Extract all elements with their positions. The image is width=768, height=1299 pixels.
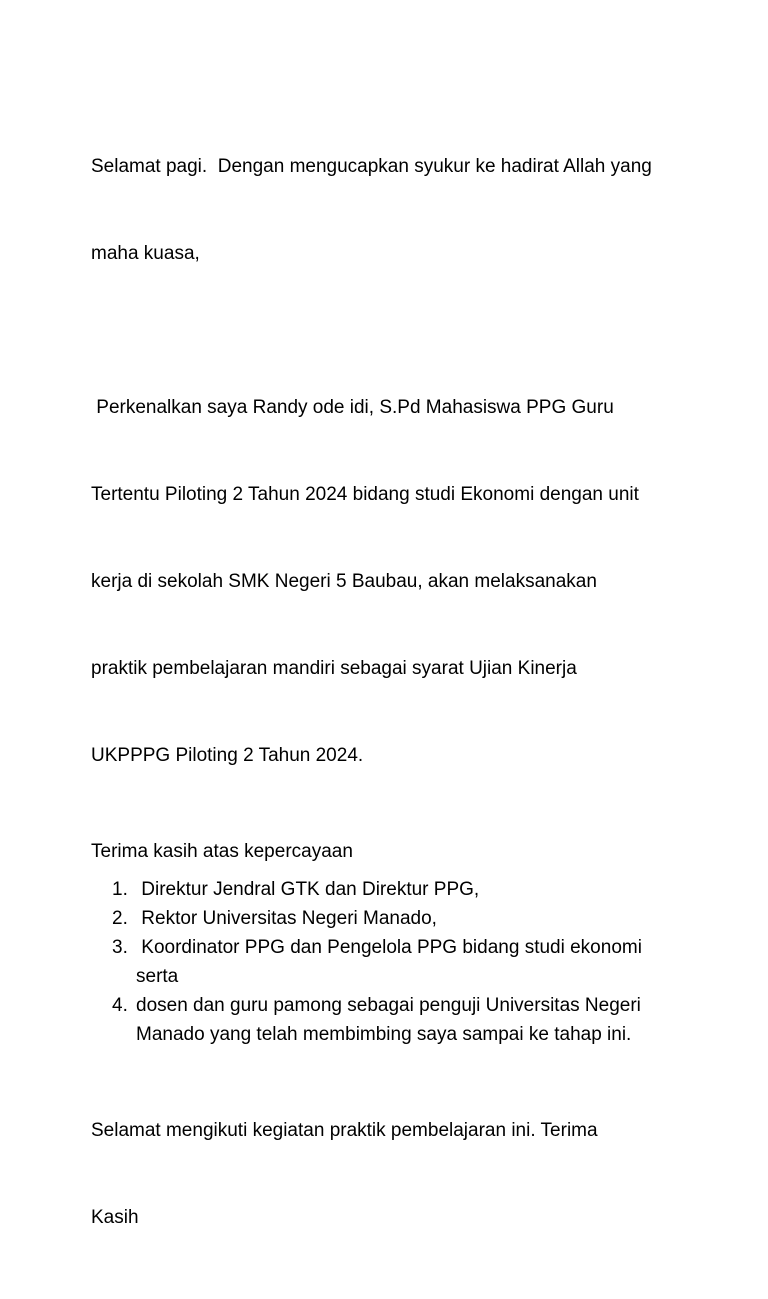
text-line: praktik pembelajaran mandiri sebagai syarat Ujian Kinerja bbox=[91, 658, 577, 679]
list-item-text bbox=[136, 933, 691, 991]
list-number: 1. bbox=[112, 879, 128, 900]
text-line: UKPPPG Piloting 2 Tahun 2024. bbox=[91, 745, 364, 766]
list-item-text bbox=[136, 875, 691, 904]
list-number: 4. bbox=[112, 995, 128, 1016]
text-line: Direktur Jendral GTK dan Direktur PPG, bbox=[136, 879, 480, 900]
list-item bbox=[91, 991, 691, 1049]
text-line: maha kuasa, bbox=[91, 243, 200, 264]
text-line: Selamat mengikuti kegiatan praktik pembelajaran ini. Terima bbox=[91, 1120, 598, 1141]
text-line: kerja di sekolah SMK Negeri 5 Baubau, akan melaksanakan bbox=[91, 571, 597, 592]
document-page bbox=[91, 94, 691, 1299]
intro-paragraph bbox=[91, 335, 691, 828]
list-item bbox=[91, 904, 691, 933]
text-line: Tertentu Piloting 2 Tahun 2024 bidang studi Ekonomi dengan unit bbox=[91, 484, 639, 505]
list-item bbox=[91, 875, 691, 904]
list-number: 3. bbox=[112, 937, 128, 958]
thanks-list bbox=[91, 875, 691, 1049]
list-number: 2. bbox=[112, 908, 128, 929]
greeting-paragraph bbox=[91, 94, 691, 326]
text-line: Manado yang telah membimbing saya sampai ke tahap ini. bbox=[136, 1024, 632, 1045]
list-item-text bbox=[136, 991, 691, 1049]
text-line: dosen dan guru pamong sebagai penguji Universitas Negeri bbox=[136, 995, 641, 1016]
text-line: Kasih bbox=[91, 1207, 139, 1228]
text-line: Selamat pagi. Dengan mengucapkan syukur ke hadirat Allah yang bbox=[91, 156, 652, 177]
list-item bbox=[91, 933, 691, 991]
text-line: Perkenalkan saya Randy ode idi, S.Pd Mahasiswa PPG Guru bbox=[91, 397, 614, 418]
text-line: Rektor Universitas Negeri Manado, bbox=[136, 908, 437, 929]
text-line: serta bbox=[136, 966, 179, 987]
thanks-heading: Terima kasih atas kepercayaan bbox=[91, 841, 353, 862]
list-item-text bbox=[136, 904, 691, 933]
text-line: Koordinator PPG dan Pengelola PPG bidang studi ekonomi bbox=[136, 937, 642, 958]
closing-paragraph bbox=[91, 1058, 691, 1290]
